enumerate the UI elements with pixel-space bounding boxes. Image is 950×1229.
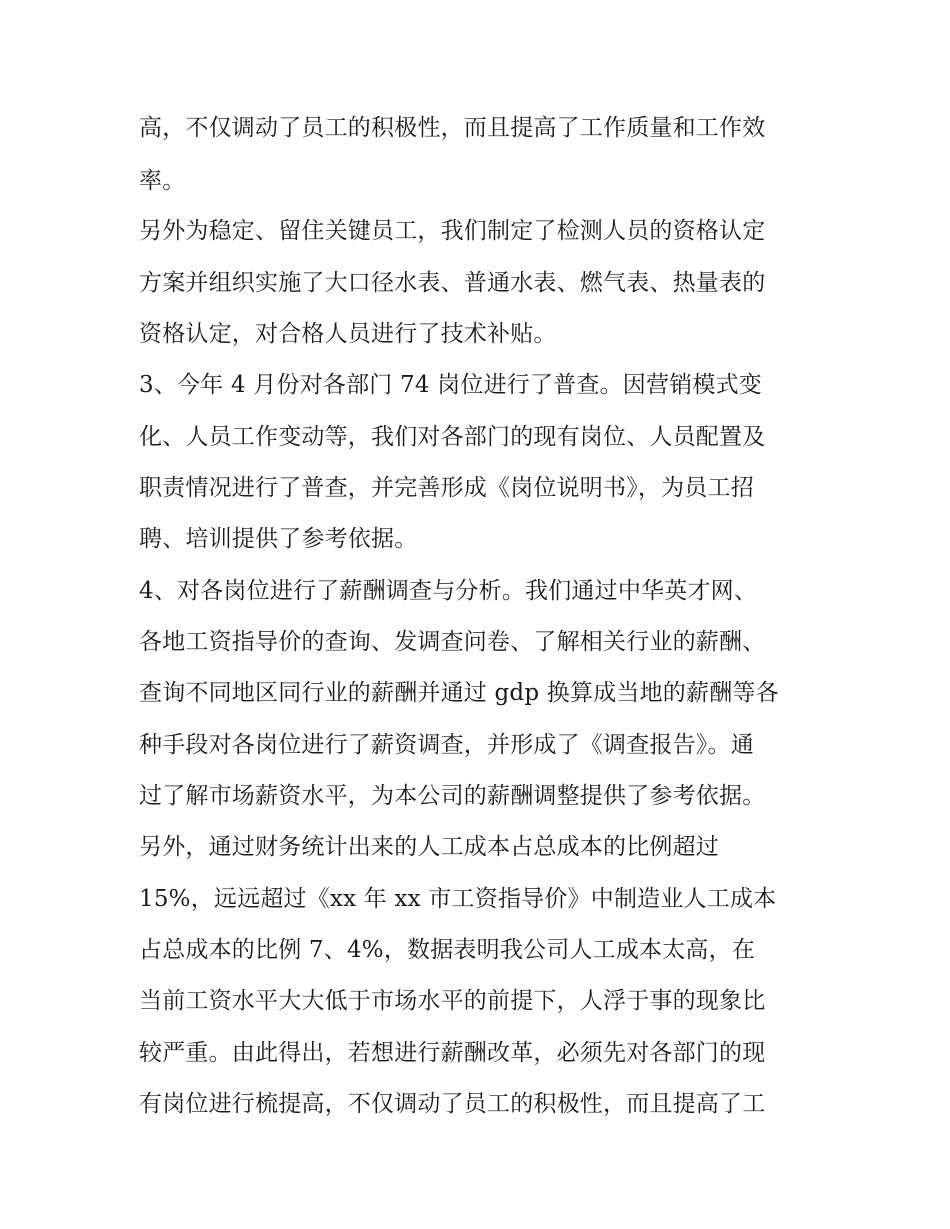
text-line: 当前工资水平大大低于市场水平的前提下，人浮于事的现象比 [139,988,766,1014]
text-line: 有岗位进行梳提高，不仅调动了员工的积极性，而且提高了工 [139,1091,766,1117]
text-line: 资格认定，对合格人员进行了技术补贴。 [139,321,557,347]
text-line: 职责情况进行了普查，并完善形成《岗位说明书》，为员工招 [139,475,754,501]
text-line: 查询不同地区同行业的薪酬并通过 gdp 换算成当地的薪酬等各 [139,680,779,706]
text-line: 率。 [139,168,186,194]
text-line: 占总成本的比例 7、4%，数据表明我公司人工成本太高，在 [139,937,756,963]
text-line: 种手段对各岗位进行了薪资调查，并形成了《调查报告》。通 [139,732,754,758]
text-line: 另外为稳定、留住关键员工，我们制定了检测人员的资格认定 [139,218,766,244]
text-line: 较严重。由此得出，若想进行薪酬改革，必须先对各部门的现 [139,1040,766,1066]
text-line: 各地工资指导价的查询、发调查问卷、了解相关行业的薪酬、 [139,629,766,655]
text-line: 3、今年 4 月份对各部门 74 岗位进行了普查。因营销模式变 [139,372,762,398]
text-line: 高，不仅调动了员工的积极性，而且提高了工作质量和工作效 [139,115,766,141]
text-line: 过了解市场薪资水平，为本公司的薪酬调整提供了参考依据。 [139,783,766,809]
text-line: 15%，远远超过《xx 年 xx 市工资指导价》中制造业人工成本 [139,886,777,912]
text-line: 方案并组织实施了大口径水表、普通水表、燃气表、热量表的 [139,270,766,296]
text-line: 4、对各岗位进行了薪酬调查与分析。我们通过中华英才网、 [139,578,758,604]
text-line: 化、人员工作变动等，我们对各部门的现有岗位、人员配置及 [139,424,766,450]
text-line: 聘、培训提供了参考依据。 [139,526,418,552]
text-line: 另外，通过财务统计出来的人工成本占总成本的比例超过 [139,834,719,860]
